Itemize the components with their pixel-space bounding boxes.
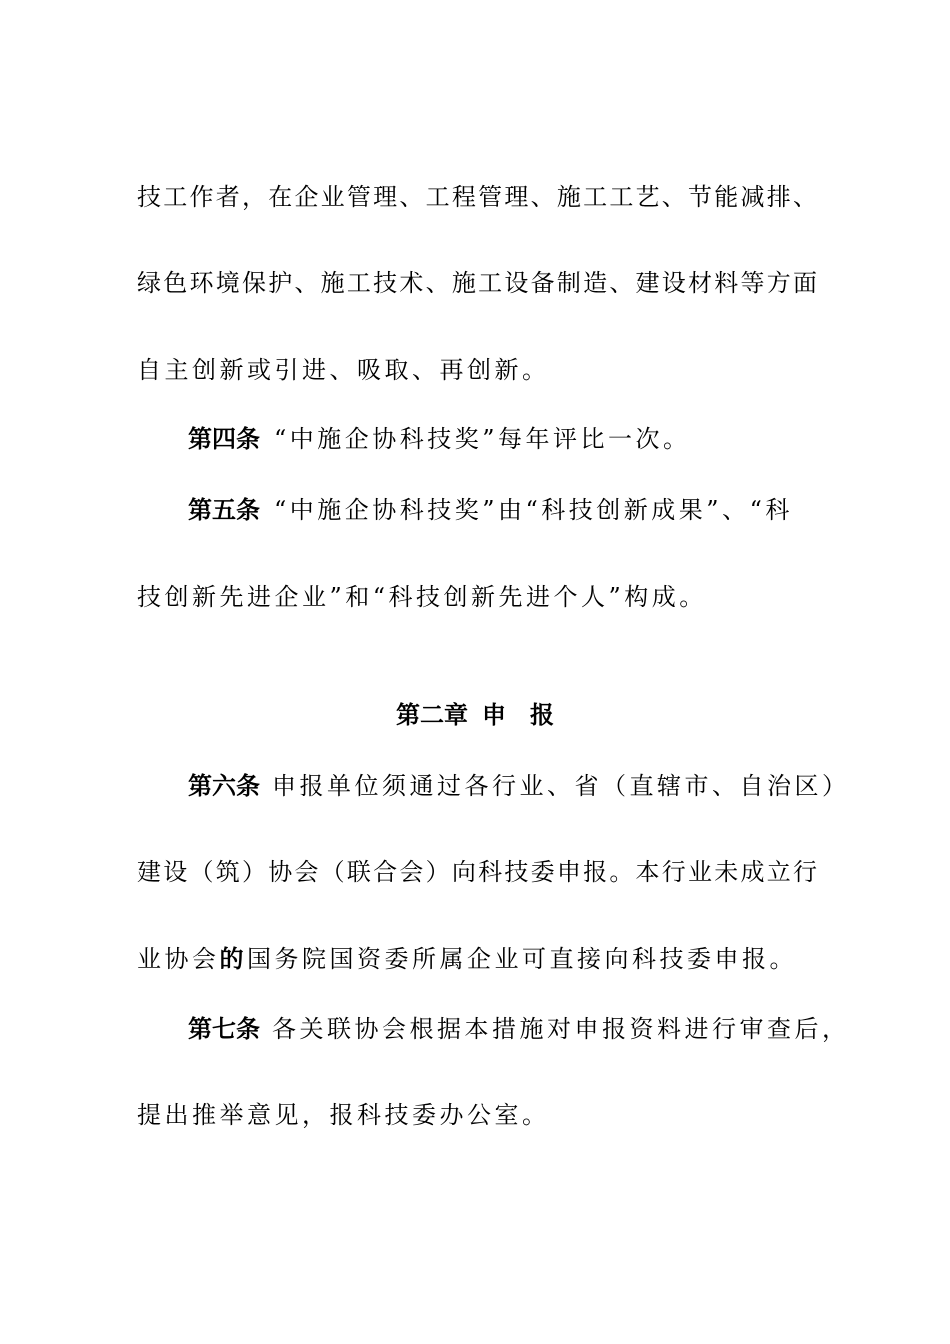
chapter-heading (0, 699, 950, 731)
article-7-line1 (188, 1013, 850, 1045)
article-5-line2: 技创新先进企业”和“科技创新先进个人”构成。 (137, 583, 707, 611)
para1-line1: 技工作者，在企业管理、工程管理、施工工艺、节能减排、 (137, 183, 817, 211)
article-5-line1 (188, 494, 817, 526)
chapter-number: 第二章 (396, 701, 468, 729)
article-6-label: 第六条 (188, 772, 260, 800)
article-6-line3 (137, 943, 817, 975)
article-6-line1 (188, 770, 850, 802)
article-4-text: “中施企协科技奖”每年评比一次。 (274, 425, 691, 453)
article-6-line3-c: 国务院国资委所属企业可直接向科技委申报。 (247, 945, 797, 973)
chapter-title-a: 申 (482, 701, 506, 729)
article-5-label: 第五条 (188, 496, 260, 524)
article-7-line2: 提出推举意见，报科技委办公室。 (137, 1101, 550, 1129)
para1-line2: 绿色环境保护、施工技术、施工设备制造、建设材料等方面 (137, 269, 817, 297)
article-4 (188, 423, 817, 455)
article-6-line2: 建设（筑）协会（联合会）向科技委申报。本行业未成立行 (137, 858, 817, 886)
para1-line3: 自主创新或引进、吸取、再创新。 (137, 356, 550, 384)
article-4-label: 第四条 (188, 425, 260, 453)
chapter-title-b: 报 (530, 701, 554, 729)
article-6-line3-a: 业协会 (137, 945, 220, 973)
article-5-text-line1: “中施企协科技奖”由“科技创新成果”、“科 (274, 496, 793, 524)
article-7-text-line1: 各关联协会根据本措施对申报资料进行审查后， (272, 1015, 850, 1043)
article-7-label: 第七条 (188, 1015, 260, 1043)
article-6-line3-b: 的 (219, 945, 247, 973)
article-6-text-line1: 申报单位须通过各行业、省（直辖市、自治区） (272, 772, 850, 800)
